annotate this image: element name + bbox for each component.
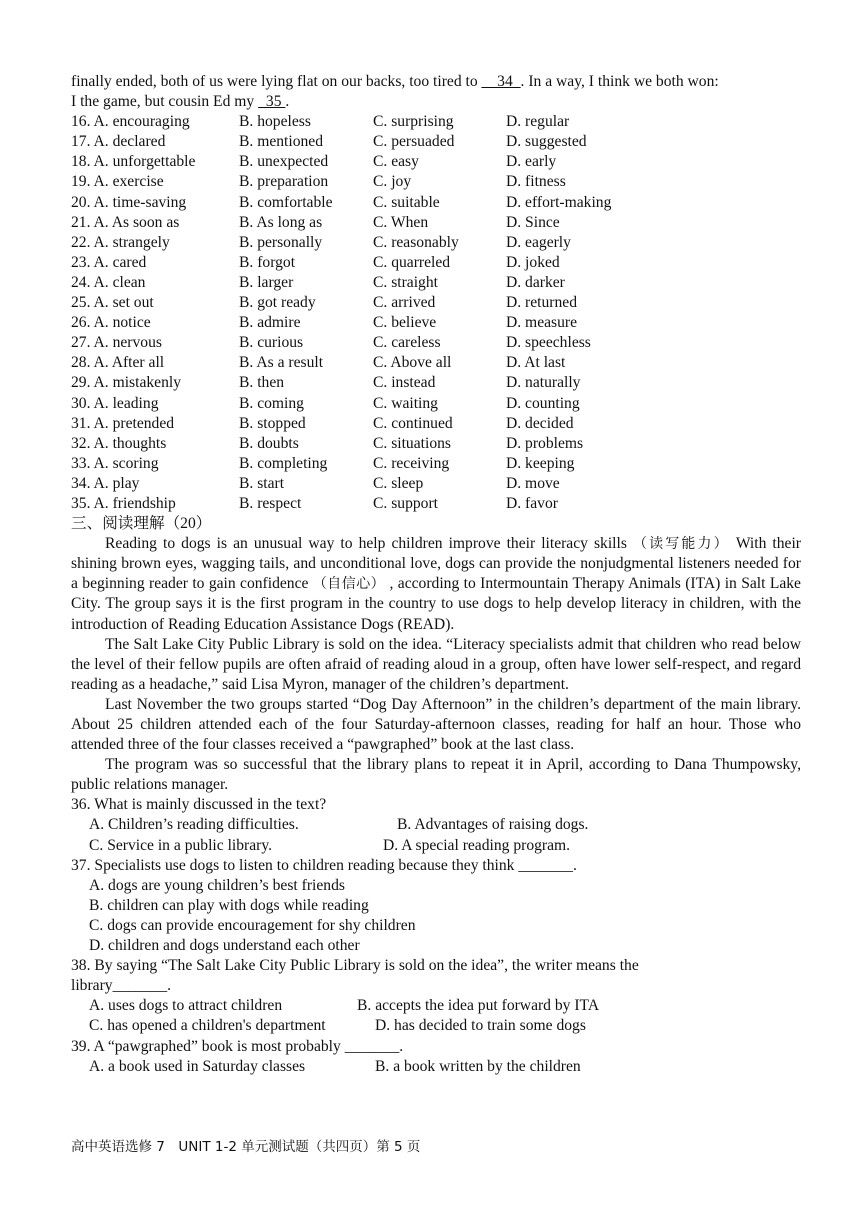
question-39-choices-1 xyxy=(71,1057,801,1077)
cloze-options xyxy=(71,112,801,514)
question-37: 37. Specialists use dogs to listen to children reading because they think _______. xyxy=(71,856,577,874)
cloze-option-a[interactable]: 33. A. scoring xyxy=(71,454,159,472)
cloze-option-c[interactable]: C. support xyxy=(373,494,438,512)
cloze-option-row xyxy=(71,273,801,293)
cloze-option-c[interactable]: C. situations xyxy=(373,434,451,452)
cloze-option-c[interactable]: C. continued xyxy=(373,414,453,432)
cloze-option-row xyxy=(71,112,801,132)
cloze-option-row xyxy=(71,152,801,172)
choice-b[interactable]: B. Advantages of raising dogs. xyxy=(397,816,589,834)
passage-text: Reading to dogs is an unusual way to help children improve their literacy skills xyxy=(105,535,633,553)
intro-line-2 xyxy=(71,92,801,112)
cloze-option-d[interactable]: D. joked xyxy=(506,253,560,271)
cloze-option-d[interactable]: D. naturally xyxy=(506,374,581,392)
cloze-option-row xyxy=(71,313,801,333)
cloze-option-a[interactable]: 29. A. mistakenly xyxy=(71,374,182,392)
cloze-option-c[interactable]: C. When xyxy=(373,213,429,231)
cloze-option-d[interactable]: D. counting xyxy=(506,394,580,412)
cloze-option-c[interactable]: C. believe xyxy=(373,314,437,332)
cloze-option-a[interactable]: 25. A. set out xyxy=(71,294,154,312)
question-38-choices-1 xyxy=(71,996,801,1016)
chinese-gloss: （读写能力） xyxy=(632,536,730,553)
cloze-option-c[interactable]: C. reasonably xyxy=(373,233,459,251)
cloze-option-row xyxy=(71,373,801,393)
question-38-choices-2 xyxy=(71,1016,801,1036)
cloze-option-a[interactable]: 26. A. notice xyxy=(71,314,151,332)
choice-d[interactable]: D. A special reading program. xyxy=(383,836,571,854)
cloze-option-c[interactable]: C. arrived xyxy=(373,294,436,312)
cloze-option-b[interactable]: B. doubts xyxy=(239,434,299,452)
cloze-option-row xyxy=(71,474,801,494)
cloze-option-d[interactable]: D. regular xyxy=(506,113,570,131)
cloze-option-c[interactable]: C. suitable xyxy=(373,193,440,211)
cloze-option-d[interactable]: D. measure xyxy=(506,314,578,332)
question-39: 39. A “pawgraphed” book is most probably _______. xyxy=(71,1037,404,1055)
cloze-option-a[interactable]: 30. A. leading xyxy=(71,394,159,412)
intro-text: . xyxy=(285,93,290,111)
choice-c[interactable]: C. Service in a public library. xyxy=(89,836,273,854)
cloze-option-b[interactable]: B. mentioned xyxy=(239,133,324,151)
cloze-option-c[interactable]: C. persuaded xyxy=(373,133,455,151)
cloze-option-row xyxy=(71,132,801,152)
cloze-option-row xyxy=(71,213,801,233)
cloze-option-a[interactable]: 18. A. unforgettable xyxy=(71,153,196,171)
cloze-option-d[interactable]: D. eagerly xyxy=(506,233,571,251)
choice-c[interactable]: C. has opened a children's department xyxy=(89,1017,326,1035)
cloze-option-row xyxy=(71,172,801,192)
cloze-option-a[interactable]: 32. A. thoughts xyxy=(71,434,167,452)
cloze-option-b[interactable]: B. admire xyxy=(239,314,301,332)
cloze-option-c[interactable]: C. quarreled xyxy=(373,253,451,271)
cloze-option-a[interactable]: 24. A. clean xyxy=(71,273,146,291)
question-36-choices-1 xyxy=(71,815,801,835)
cloze-option-row xyxy=(71,333,801,353)
question-36: 36. What is mainly discussed in the text? xyxy=(71,796,327,814)
cloze-option-row xyxy=(71,193,801,213)
cloze-option-row xyxy=(71,293,801,313)
cloze-option-d[interactable]: D. speechless xyxy=(506,334,591,352)
cloze-option-c[interactable]: C. surprising xyxy=(373,113,454,131)
cloze-option-c[interactable]: C. instead xyxy=(373,374,436,392)
cloze-option-b[interactable]: B. stopped xyxy=(239,414,306,432)
cloze-option-a[interactable]: 22. A. strangely xyxy=(71,233,170,251)
blank-35: 35 xyxy=(258,93,286,111)
question-38: 38. By saying “The Salt Lake City Public Library is sold on the idea”, the writer means the xyxy=(71,957,639,975)
cloze-option-d[interactable]: D. problems xyxy=(506,434,584,452)
cloze-option-d[interactable]: D. returned xyxy=(506,294,578,312)
cloze-option-b[interactable]: B. curious xyxy=(239,334,304,352)
cloze-option-row xyxy=(71,494,801,514)
choice-d[interactable]: D. children and dogs understand each other xyxy=(89,937,360,955)
question-36-choices-2 xyxy=(71,836,801,856)
page-footer: 高中英语选修 7 UNIT 1-2 单元测试题（共四页）第 5 页 xyxy=(71,1139,421,1155)
cloze-option-d[interactable]: D. decided xyxy=(506,414,574,432)
cloze-option-d[interactable]: D. fitness xyxy=(506,173,566,191)
cloze-option-b[interactable]: B. then xyxy=(239,374,285,392)
cloze-option-c[interactable]: C. easy xyxy=(373,153,419,171)
cloze-option-d[interactable]: D. effort-making xyxy=(506,193,612,211)
cloze-option-c[interactable]: C. straight xyxy=(373,273,438,291)
choice-c[interactable]: C. dogs can provide encouragement for shy children xyxy=(89,916,416,934)
cloze-option-a[interactable]: 31. A. pretended xyxy=(71,414,175,432)
choice-d[interactable]: D. has decided to train some dogs xyxy=(375,1017,586,1035)
cloze-option-a[interactable]: 19. A. exercise xyxy=(71,173,164,191)
choice-b[interactable]: B. a book written by the children xyxy=(375,1057,581,1075)
cloze-option-b[interactable]: B. start xyxy=(239,474,285,492)
cloze-option-c[interactable]: C. careless xyxy=(373,334,441,352)
blank-34: __34_ xyxy=(481,73,521,90)
cloze-option-d[interactable]: D. Since xyxy=(506,213,560,231)
cloze-option-a[interactable]: 34. A. play xyxy=(71,474,140,492)
choice-a[interactable]: A. uses dogs to attract children xyxy=(89,997,283,1015)
cloze-option-d[interactable]: D. darker xyxy=(506,273,565,291)
cloze-option-d[interactable]: D. move xyxy=(506,474,560,492)
cloze-option-b[interactable]: B. larger xyxy=(239,273,294,291)
cloze-option-row xyxy=(71,353,801,373)
choice-a[interactable]: A. Children’s reading difficulties. xyxy=(89,816,299,834)
passage-paragraph-1 xyxy=(71,534,801,634)
cloze-option-b[interactable]: B. hopeless xyxy=(239,113,311,131)
cloze-option-b[interactable]: B. As a result xyxy=(239,354,324,372)
cloze-option-b[interactable]: B. completing xyxy=(239,454,328,472)
exam-page xyxy=(71,72,801,1077)
cloze-option-b[interactable]: B. As long as xyxy=(239,213,323,231)
cloze-option-c[interactable]: C. Above all xyxy=(373,354,452,372)
cloze-option-b[interactable]: B. preparation xyxy=(239,173,329,191)
cloze-option-d[interactable]: D. keeping xyxy=(506,454,575,472)
passage-text: With their shining brown eyes, wagging tails, and unconditional love, dogs can provide the nonjudgmental listeners needed for a beginning reader to gain confidence xyxy=(71,535,801,593)
cloze-option-row xyxy=(71,394,801,414)
cloze-option-a[interactable]: 21. A. As soon as xyxy=(71,213,180,231)
intro-line-1 xyxy=(71,72,801,92)
cloze-option-row xyxy=(71,253,801,273)
passage-paragraph-4: The program was so successful that the library plans to repeat it in April, according to Dana Thumpowsky, public relations manager. xyxy=(71,756,801,794)
choice-b[interactable]: B. accepts the idea put forward by ITA xyxy=(357,997,600,1015)
cloze-option-a[interactable]: 35. A. friendship xyxy=(71,494,176,512)
cloze-option-b[interactable]: B. comfortable xyxy=(239,193,333,211)
passage-paragraph-2: The Salt Lake City Public Library is sold on the idea. “Literacy specialists admit that children who read below the level of their fellow pupils are often afraid of reading aloud in a group, often have lower self-respect, and regard reading as a headache,” said Lisa Myron, manager of the children’s department. xyxy=(71,635,801,693)
choice-a[interactable]: A. a book used in Saturday classes xyxy=(89,1057,306,1075)
cloze-option-b[interactable]: B. unexpected xyxy=(239,153,329,171)
cloze-option-c[interactable]: C. waiting xyxy=(373,394,438,412)
cloze-option-row xyxy=(71,434,801,454)
cloze-option-d[interactable]: D. suggested xyxy=(506,133,587,151)
cloze-option-row xyxy=(71,233,801,253)
cloze-option-a[interactable]: 23. A. cared xyxy=(71,253,147,271)
cloze-option-b[interactable]: B. coming xyxy=(239,394,304,412)
choice-a[interactable]: A. dogs are young children’s best friends xyxy=(89,876,345,894)
passage-paragraph-3: Last November the two groups started “Dog Day Afternoon” in the children’s department of the main library. About 25 children attended each of the four Saturday-afternoon classes, reading for half an hour. Those who attended three of the four classes received a “pawgraphed” book at the last class. xyxy=(71,695,801,754)
choice-b[interactable]: B. children can play with dogs while reading xyxy=(89,896,369,914)
cloze-option-d[interactable]: D. favor xyxy=(506,494,558,512)
cloze-option-b[interactable]: B. respect xyxy=(239,494,302,512)
cloze-option-c[interactable]: C. sleep xyxy=(373,474,424,492)
intro-text: . In a way, I think we both won: xyxy=(520,73,719,90)
cloze-option-c[interactable]: C. receiving xyxy=(373,454,450,472)
question-38-cont: library_______. xyxy=(71,977,172,995)
cloze-option-a[interactable]: 27. A. nervous xyxy=(71,334,162,352)
cloze-option-row xyxy=(71,454,801,474)
cloze-option-a[interactable]: 17. A. declared xyxy=(71,133,166,151)
cloze-option-d[interactable]: D. early xyxy=(506,153,557,171)
intro-text: finally ended, both of us were lying flat on our backs, too tired to xyxy=(71,73,482,90)
cloze-option-b[interactable]: B. got ready xyxy=(239,294,316,312)
cloze-option-a[interactable]: 28. A. After all xyxy=(71,354,165,372)
cloze-option-b[interactable]: B. personally xyxy=(239,233,323,251)
cloze-option-row xyxy=(71,414,801,434)
cloze-option-d[interactable]: D. At last xyxy=(506,354,566,372)
cloze-option-c[interactable]: C. joy xyxy=(373,173,412,191)
cloze-option-b[interactable]: B. forgot xyxy=(239,253,296,271)
chinese-gloss: （自信心） xyxy=(312,576,386,593)
section-title: 三、阅读理解（20） xyxy=(71,515,212,533)
passage-text: , according to Intermountain Therapy Animals (ITA) in Salt Lake City. The group says it is the first program in the country to use dogs to help develop literacy in children, with the introduction of Reading Education Assistance Dogs (READ). xyxy=(71,575,801,633)
intro-text: I the game, but cousin Ed my xyxy=(71,93,259,111)
cloze-option-a[interactable]: 16. A. encouraging xyxy=(71,113,190,131)
cloze-option-a[interactable]: 20. A. time-saving xyxy=(71,193,187,211)
